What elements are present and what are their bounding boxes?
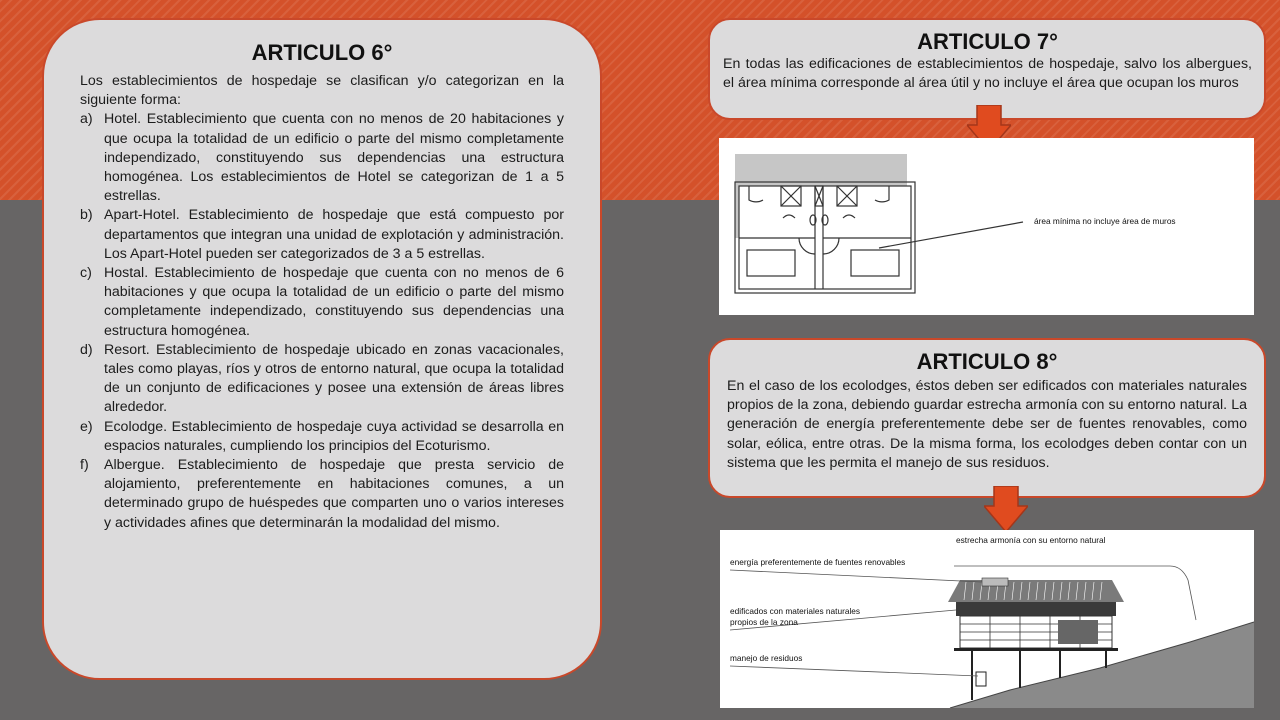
- article-6-card: [42, 18, 602, 680]
- floor-plan-diagram: [719, 138, 1254, 315]
- list-letter: b): [80, 207, 93, 224]
- down-arrow-icon: [984, 486, 1028, 534]
- label-harmony: estrecha armonía con su entorno natural: [956, 535, 1106, 545]
- list-text: Ecolodge. Establecimiento de hospedaje cuya actividad se desarrolla en espacios naturales, cumpliendo los principios del Ecoturismo.: [104, 418, 564, 454]
- category-list: [80, 110, 564, 532]
- list-letter: e): [80, 418, 93, 435]
- list-letter: f): [80, 457, 89, 474]
- ecolodge-drawing: [720, 530, 1254, 708]
- list-text: Hotel. Establecimiento que cuenta con no menos de 20 habitaciones y que ocupa la totalidad de un edificio o parte del mismo completamente independizado, constituyendo sus dependencias una estructura homogénea. Los establecimientos de Hotel se categorizan de 1 a 5 estrellas.: [104, 111, 564, 205]
- list-item: [80, 110, 564, 206]
- label-energy: energía preferentemente de fuentes renovables: [730, 557, 906, 567]
- list-letter: a): [80, 111, 93, 128]
- label-waste: manejo de residuos: [730, 653, 803, 663]
- list-item: [80, 341, 564, 418]
- list-text: Apart-Hotel. Establecimiento de hospedaje que está compuesto por departamentos que integran una unidad de explotación y administración. Los Apart-Hotel pueden ser categorizados de 3 a 5 estrellas.: [104, 207, 564, 262]
- label-materials-line1: edificados con materiales naturales: [730, 606, 861, 616]
- list-letter: d): [80, 341, 93, 358]
- list-item: [80, 418, 564, 456]
- article-7-text: En todas las edificaciones de establecimientos de hospedaje, salvo los albergues, el área mínima corresponde al área útil y no incluye el área que ocupan los muros: [723, 56, 1252, 92]
- article-6-title: ARTICULO 6°: [251, 40, 393, 65]
- ecolodge-diagram: [720, 530, 1254, 708]
- article-8-text: En el caso de los ecolodges, éstos deben ser edificados con materiales naturales propios de la zona, debiendo guardar estrecha armonía con su entorno natural. La generación de energía preferentemente debe ser de fuentes renovables, como solar, eólica, entre otras. De la misma forma, los ecolodges deben contar con un sistema que les permita el manejo de sus residuos.: [727, 378, 1247, 471]
- list-item: [80, 456, 564, 533]
- list-text: Hostal. Establecimiento de hospedaje que cuenta con no menos de 6 habitaciones y que ocupa la totalidad de un edificio o parte del mismo completamente independizado, constituyendo sus dependencias una estructura homogénea.: [104, 265, 564, 339]
- list-letter: c): [80, 265, 92, 282]
- list-item: [80, 264, 564, 341]
- article-7-title: ARTICULO 7°: [917, 29, 1058, 54]
- floor-plan-drawing: [719, 138, 1254, 315]
- label-materials-line2: propios de la zona: [730, 617, 798, 627]
- article-8-card: [708, 338, 1266, 498]
- list-text: Albergue. Establecimiento de hospedaje que presta servicio de alojamiento, preferentemente en habitaciones comunes, a un determinado grupo de huéspedes que comparten uno o varios intereses y actividades afines que determinarán la modalidad del mismo.: [104, 457, 564, 531]
- article-6-intro: Los establecimientos de hospedaje se clasifican y/o categorizan en la siguiente forma:: [80, 73, 564, 109]
- list-item: [80, 206, 564, 264]
- list-text: Resort. Establecimiento de hospedaje ubicado en zonas vacacionales, tales como playas, ríos y otros de entorno natural, que ocupa la totalidad de un conjunto de edificaciones y posee una extensión de áreas libres alrededor.: [104, 341, 564, 416]
- article-8-title: ARTICULO 8°: [916, 349, 1058, 374]
- floor-plan-label: área mínima no incluye área de muros: [1034, 216, 1176, 226]
